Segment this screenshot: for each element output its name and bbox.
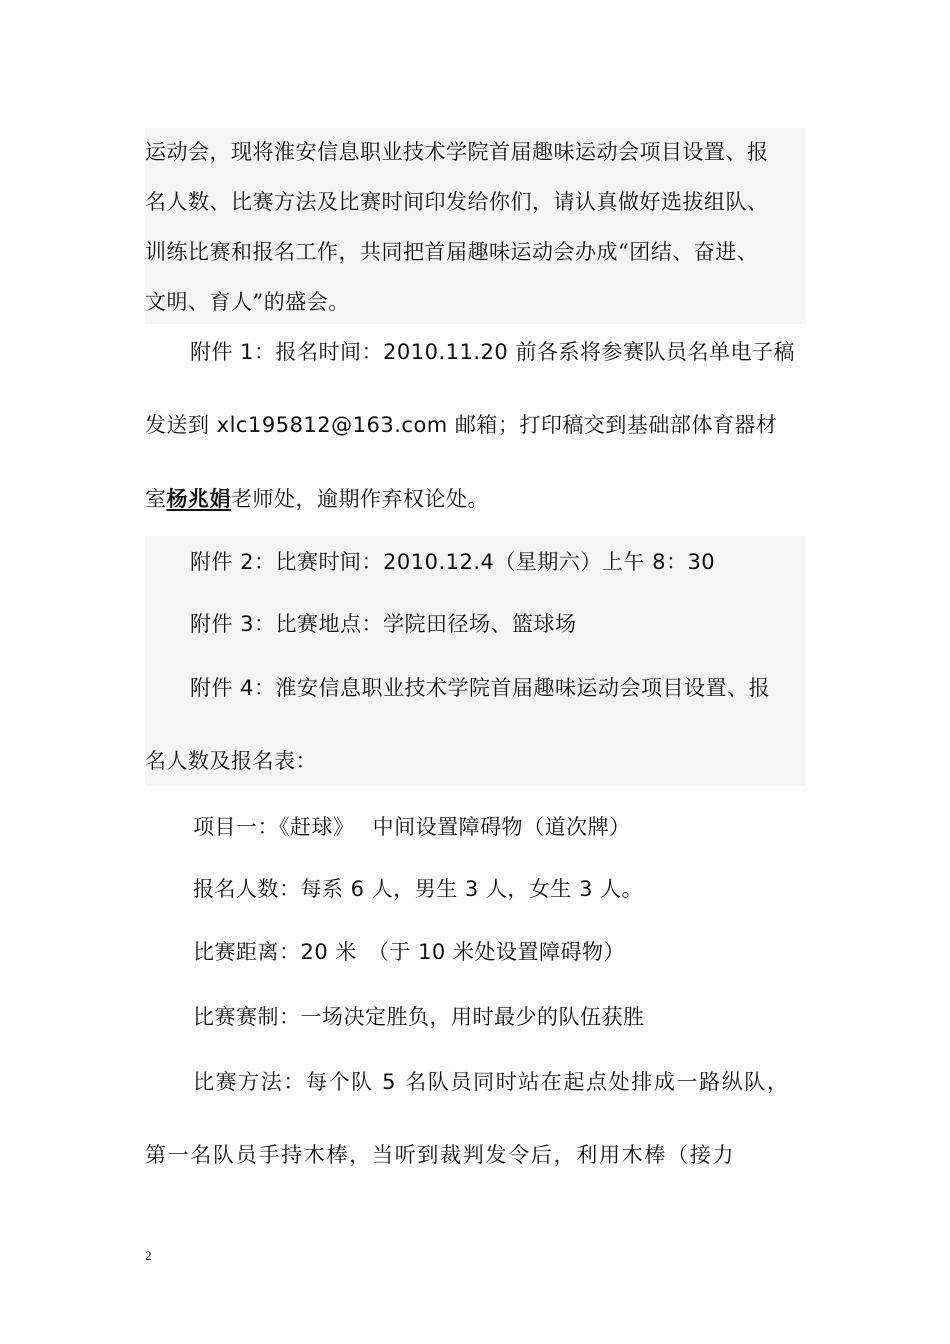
event-method: 第一名队员手持木棒，当听到裁判发令后，利用木棒（接力 [145, 1143, 736, 1167]
teacher-name: 杨兆娟 [166, 486, 231, 511]
attachment1-suffix: 老师处，逾期作弃权论处。 [231, 487, 489, 511]
event-method: 比赛方法：每个队 5 名队员同时站在起点处排成一路纵队， [193, 1070, 790, 1094]
attachment1-prefix: 室 [145, 487, 167, 511]
paragraph-line: 运动会，现将淮安信息职业技术学院首届趣味运动会项目设置、报 [145, 140, 769, 164]
paragraph-line: 训练比赛和报名工作，共同把首届趣味运动会办成“团结、奋进、 [145, 240, 759, 264]
event-title: 项目一：《赶球》 中间设置障碍物（道次牌） [193, 815, 631, 839]
attachment1-line: 发送到 xlc195812@163.com 邮箱；打印稿交到基础部体育器材 [145, 413, 778, 437]
paragraph-line: 文明、育人”的盛会。 [145, 290, 350, 314]
attachment1-line: 附件 1：报名时间：2010.11.20 前各系将参赛队员名单电子稿 [190, 340, 795, 364]
attachment4-line: 名人数及报名表： [145, 749, 317, 773]
paragraph-line: 名人数、比赛方法及比赛时间印发给你们，请认真做好选拔组队、 [145, 190, 769, 214]
event-format: 比赛赛制：一场决定胜负，用时最少的队伍获胜 [193, 1005, 645, 1029]
page-number: 2 [145, 1248, 152, 1263]
attachment3-line: 附件 3：比赛地点：学院田径场、篮球场 [190, 612, 577, 636]
event-distance: 比赛距离：20 米 （于 10 米处设置障碍物） [193, 940, 625, 964]
attachment4-line: 附件 4：淮安信息职业技术学院首届趣味运动会项目设置、报 [190, 676, 771, 700]
event-participants: 报名人数：每系 6 人，男生 3 人，女生 3 人。 [193, 877, 644, 901]
attachment2-line: 附件 2：比赛时间：2010.12.4（星期六）上午 8：30 [190, 550, 716, 574]
attachment1-line [145, 484, 489, 514]
